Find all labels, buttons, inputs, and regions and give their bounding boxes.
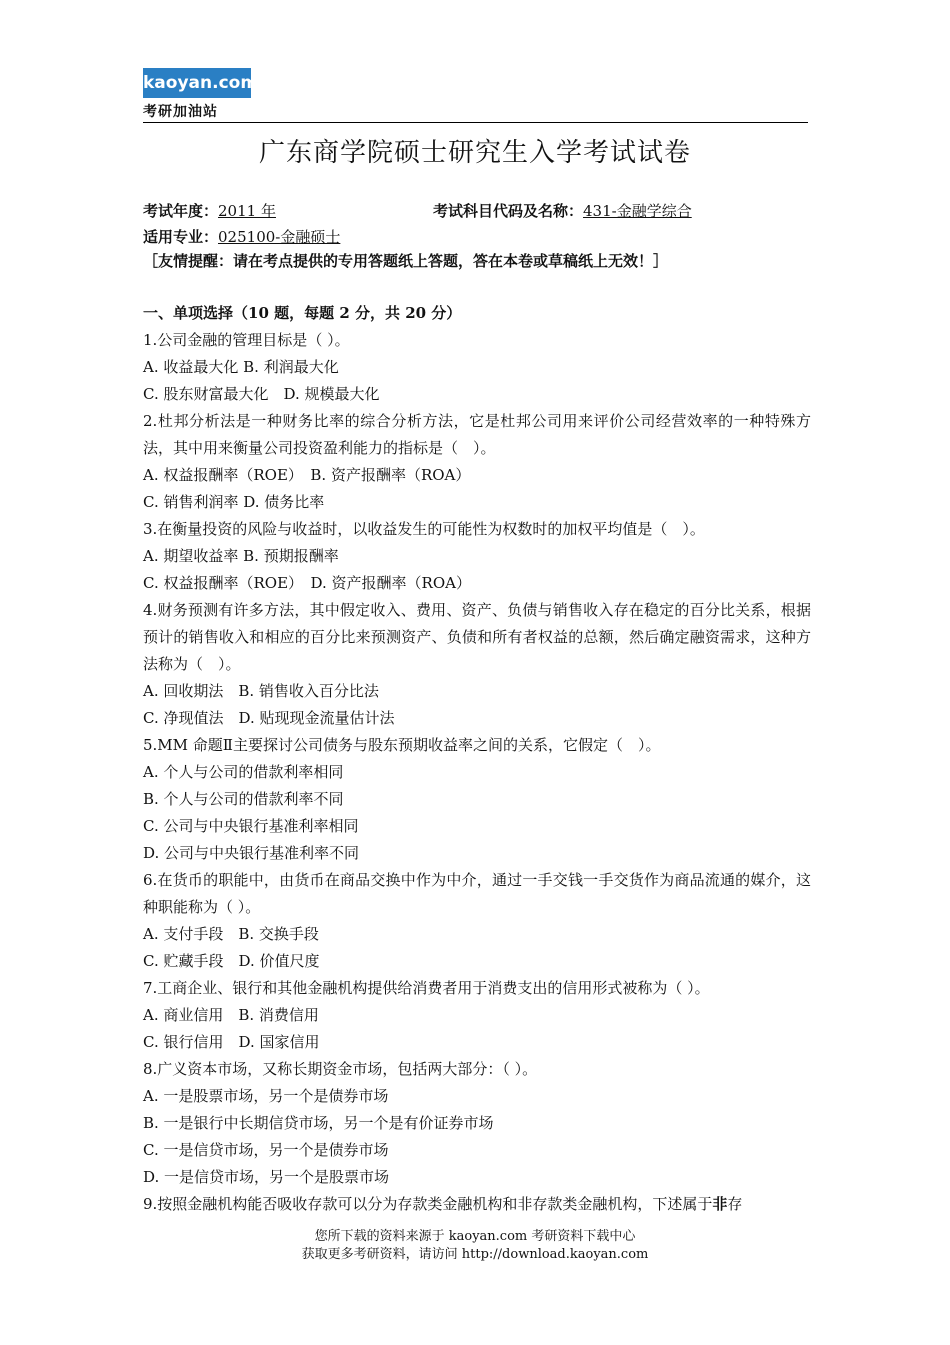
exam-major xyxy=(143,226,340,248)
question-stem: 4.财务预测有许多方法，其中假定收入、费用、资产、负债与销售收入存在稳定的百分比关系，根据预计的销售收入和相应的百分比来预测资产、负债和所有者权益的总额，然后确定融资需求，这种方法称为（ ）。 xyxy=(143,601,811,673)
question-stem: 2.杜邦分析法是一种财务比率的综合分析方法，它是杜邦公司用来评价公司经营效率的一种特殊方法，其中用来衡量公司投资盈利能力的指标是（ ）。 xyxy=(143,412,811,457)
exam-major-value: 025100-金融硕士 xyxy=(218,228,341,246)
question-option: C. 销售利润率 D. 债务比率 xyxy=(143,493,325,511)
exam-major-label: 适用专业： xyxy=(143,228,219,246)
footer-line-2: 获取更多考研资料，请访问 http://download.kaoyan.com xyxy=(301,1247,649,1262)
question-option: B. 一是银行中长期信贷市场，另一个是有价证券市场 xyxy=(143,1114,494,1132)
exam-subject xyxy=(433,200,692,222)
question-option: C. 公司与中央银行基准利率相同 xyxy=(143,817,359,835)
footer-line-1: 您所下载的资料来源于 kaoyan.com 考研资料下载中心 xyxy=(314,1229,636,1244)
page-footer xyxy=(0,1228,950,1264)
question-option: A. 一是股票市场，另一个是债券市场 xyxy=(143,1087,389,1105)
question-9 xyxy=(143,1191,811,1218)
question-stem: 7.工商企业、银行和其他金融机构提供给消费者用于消费支出的信用形式被称为（ ）。 xyxy=(143,979,710,997)
question-option: C. 银行信用 D. 国家信用 xyxy=(143,1033,320,1051)
question-9-text: 9.按照金融机构能否吸收存款可以分为存款类金融机构和非存款类金融机构，下述属于 xyxy=(143,1195,713,1213)
exam-year-value: 2011 年 xyxy=(218,202,276,220)
exam-reminder: ［友情提醒：请在考点提供的专用答题纸上答题，答在本卷或草稿纸上无效！］ xyxy=(143,252,669,270)
question-option: C. 净现值法 D. 贴现现金流量估计法 xyxy=(143,709,395,727)
question-option: A. 收益最大化 B. 利润最大化 xyxy=(143,358,339,376)
question-option: A. 商业信用 B. 消费信用 xyxy=(143,1006,319,1024)
question-9-tail: 存 xyxy=(727,1195,743,1213)
question-stem: 1.公司金融的管理目标是（ ）。 xyxy=(143,331,350,349)
question-list xyxy=(143,327,811,1191)
exam-subject-value: 431-金融学综合 xyxy=(583,202,692,220)
question-9-bold: 非 xyxy=(712,1195,728,1213)
logo-subtitle: 考研加油站 xyxy=(143,104,218,120)
kaoyan-logo xyxy=(143,68,259,121)
question-option: C. 股东财富最大化 D. 规模最大化 xyxy=(143,385,380,403)
question-option: D. 公司与中央银行基准利率不同 xyxy=(143,844,360,862)
question-option: B. 个人与公司的借款利率不同 xyxy=(143,790,344,808)
question-option: A. 个人与公司的借款利率相同 xyxy=(143,763,344,781)
header-rule xyxy=(143,122,808,123)
page-title: 广东商学院硕士研究生入学考试试卷 xyxy=(258,138,691,168)
question-option: A. 期望收益率 B. 预期报酬率 xyxy=(143,547,339,565)
section-title: 一、单项选择（10 题，每题 2 分，共 20 分） xyxy=(143,304,462,322)
exam-subject-label: 考试科目代码及名称： xyxy=(433,202,584,220)
question-stem: 8.广义资本市场，又称长期资金市场，包括两大部分：（ ）。 xyxy=(143,1060,538,1078)
question-option: C. 贮藏手段 D. 价值尺度 xyxy=(143,952,320,970)
question-option: A. 权益报酬率（ROE） B. 资产报酬率（ROA） xyxy=(143,466,471,484)
question-option: D. 一是信贷市场，另一个是股票市场 xyxy=(143,1168,390,1186)
question-option: A. 回收期法 B. 销售收入百分比法 xyxy=(143,682,379,700)
exam-year-label: 考试年度： xyxy=(143,202,219,220)
logo-text: kaoyan.com xyxy=(143,68,251,98)
question-stem: 3.在衡量投资的风险与收益时，以收益发生的可能性为权数时的加权平均值是（ ）。 xyxy=(143,520,705,538)
question-option: C. 一是信贷市场，另一个是债券市场 xyxy=(143,1141,389,1159)
question-stem: 6.在货币的职能中，由货币在商品交换中作为中介，通过一手交钱一手交货作为商品流通的媒介，这种职能称为（ ）。 xyxy=(143,871,811,916)
exam-year xyxy=(143,200,276,222)
question-option: C. 权益报酬率（ROE） D. 资产报酬率（ROA） xyxy=(143,574,471,592)
exam-content xyxy=(143,300,811,1218)
question-option: A. 支付手段 B. 交换手段 xyxy=(143,925,319,943)
question-stem: 5.MM 命题Ⅱ主要探讨公司债务与股东预期收益率之间的关系，它假定（ ）。 xyxy=(143,736,661,754)
